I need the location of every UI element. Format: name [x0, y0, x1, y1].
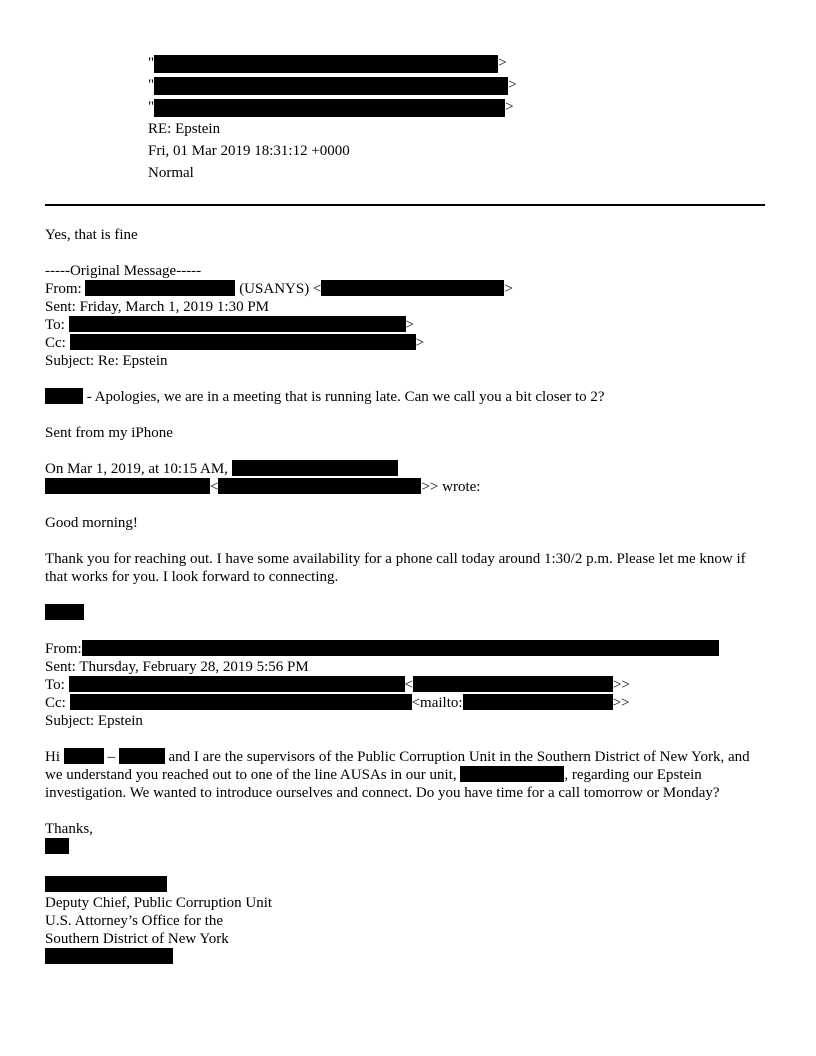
- cc-value: " >: [148, 99, 514, 115]
- original-separator: -----Original Message-----: [45, 263, 202, 279]
- signer-contact: [45, 948, 775, 966]
- first-subject: Subject: Epstein: [45, 713, 143, 729]
- from-value: " >: [148, 55, 507, 71]
- redaction: [45, 478, 210, 494]
- redaction: [64, 748, 104, 764]
- quoted-signature: [45, 604, 775, 622]
- redaction: [154, 99, 505, 117]
- redaction: [70, 694, 412, 710]
- redaction: [45, 876, 167, 892]
- redaction: [154, 55, 498, 73]
- signer-name: [45, 876, 775, 894]
- first-body: Hi – and I are the supervisors of the Public Corruption Unit in the Southern District of New York, and we understand you reached out to one of the line AUSAs in our unit, , regarding our Epstein investigation. We wanted to introduce ourselves and connect. Do you have time for a call tomorrow or Monday?: [45, 749, 750, 801]
- redaction: [45, 604, 84, 620]
- importance-value: Normal: [148, 165, 194, 181]
- first-sent: Sent: Thursday, February 28, 2019 5:56 PM: [45, 659, 309, 675]
- original-sent: Sent: Friday, March 1, 2019 1:30 PM: [45, 299, 270, 315]
- original-cc: Cc: >: [45, 335, 425, 351]
- first-to: To: < >>: [45, 677, 630, 693]
- redaction: [45, 388, 83, 404]
- redaction: [45, 838, 69, 854]
- redaction: [232, 460, 398, 476]
- redaction: [413, 676, 613, 692]
- quoted-body: Thank you for reaching out. I have some availability for a phone call today around 1:30/2 p.m. Please let me know if that works for you. I look forward to connecting.: [45, 551, 746, 585]
- signer-title-1: Deputy Chief, Public Corruption Unit: [45, 895, 273, 911]
- redaction: [460, 766, 564, 782]
- signer-title-2: U.S. Attorney’s Office for the: [45, 913, 224, 929]
- iphone-signature: Sent from my iPhone: [45, 425, 173, 441]
- redaction: [154, 77, 508, 95]
- date-value: Fri, 01 Mar 2019 18:31:12 +0000: [148, 143, 350, 159]
- redaction: [85, 280, 235, 296]
- reply-text: Yes, that is fine: [45, 227, 138, 243]
- redaction: [321, 280, 504, 296]
- original-subject: Subject: Re: Epstein: [45, 353, 168, 369]
- redaction: [70, 334, 416, 350]
- redaction: [119, 748, 165, 764]
- original-to: To: >: [45, 317, 415, 333]
- to-value: " >: [148, 77, 517, 93]
- quoted-greeting: Good morning!: [45, 515, 138, 531]
- header-divider: [45, 204, 765, 206]
- thanks-signature: [45, 838, 775, 856]
- original-from: From: (USANYS) < >: [45, 281, 513, 297]
- redaction: [45, 948, 173, 964]
- redaction: [82, 640, 719, 656]
- redaction: [69, 316, 406, 332]
- redaction: [69, 676, 405, 692]
- first-from: From:: [45, 640, 775, 658]
- redaction: [463, 694, 613, 710]
- wrote-line: < >> wrote:: [45, 478, 775, 496]
- subject-value: RE: Epstein: [148, 121, 221, 137]
- email-body: [45, 226, 775, 966]
- first-cc: Cc: <mailto: >>: [45, 695, 630, 711]
- redaction: [218, 478, 421, 494]
- on-date-line: On Mar 1, 2019, at 10:15 AM,: [45, 460, 775, 478]
- thanks: Thanks,: [45, 821, 93, 837]
- original-message: - Apologies, we are in a meeting that is running late. Can we call you a bit closer to 2?: [45, 388, 775, 406]
- signer-title-3: Southern District of New York: [45, 931, 229, 947]
